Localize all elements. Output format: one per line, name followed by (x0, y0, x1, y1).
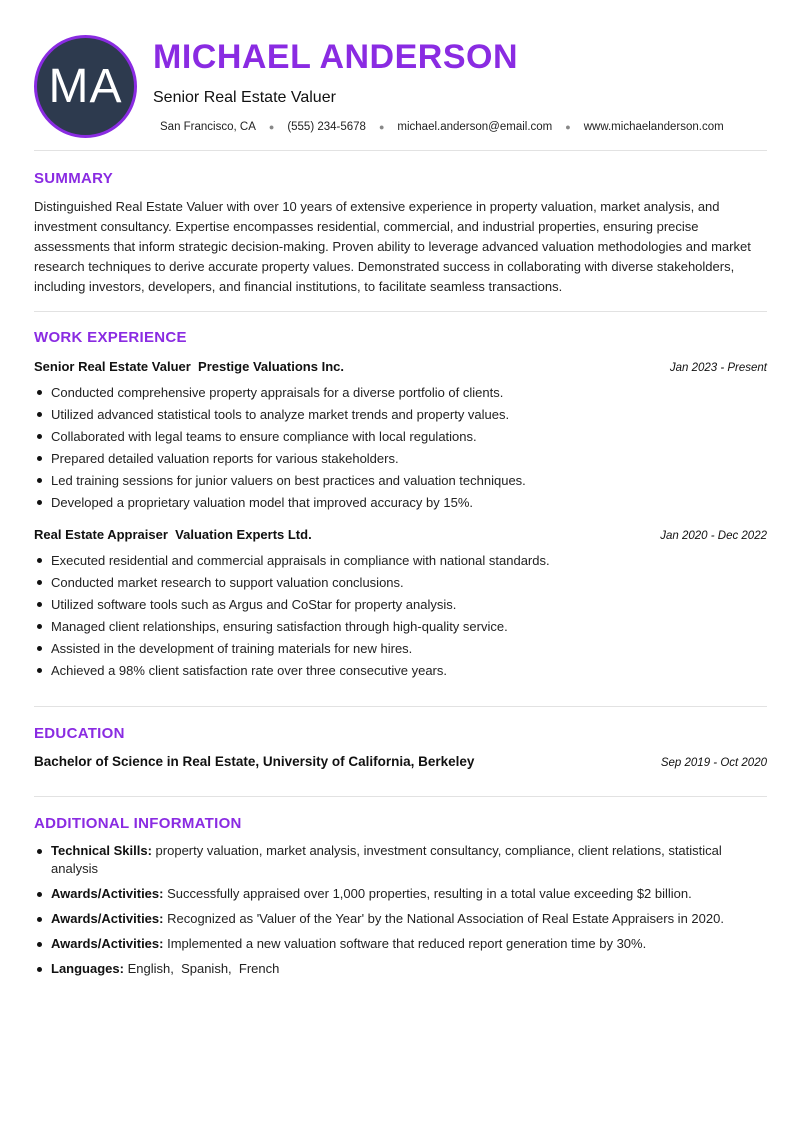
contact-email[interactable]: michael.anderson@email.com (397, 121, 553, 133)
job-role-company (34, 527, 312, 542)
divider (34, 150, 767, 151)
item-label: Technical Skills: (51, 843, 152, 858)
item-text: Implemented a new valuation software that reduced report generation time by 30%. (167, 936, 647, 951)
job-header (34, 359, 767, 374)
job-header (34, 527, 767, 542)
list-item (34, 885, 769, 903)
education-degree: Bachelor of Science in Real Estate, University of California, Berkeley (34, 754, 475, 769)
job-role: Senior Real Estate Valuer (34, 359, 191, 374)
candidate-name: MICHAEL ANDERSON (153, 38, 519, 76)
list-item: Prepared detailed valuation reports for various stakeholders. (34, 451, 769, 466)
list-item: Utilized advanced statistical tools to analyze market trends and property values. (34, 407, 769, 422)
list-item (34, 935, 769, 953)
contact-phone: (555) 234-5678 (287, 121, 366, 133)
education-dates: Sep 2019 - Oct 2020 (660, 757, 767, 769)
additional-info-list (34, 842, 769, 985)
list-item: Conducted comprehensive property appraisals for a diverse portfolio of clients. (34, 385, 769, 400)
item-label: Languages: (51, 961, 124, 976)
summary-heading: SUMMARY (34, 170, 114, 187)
candidate-title: Senior Real Estate Valuer (153, 89, 336, 106)
avatar-initials: MA (48, 60, 123, 113)
job-company: Prestige Valuations Inc. (198, 359, 344, 374)
list-item: Led training sessions for junior valuers on best practices and valuation techniques. (34, 473, 769, 488)
list-item: Executed residential and commercial appraisals in compliance with national standards. (34, 553, 769, 568)
avatar (34, 35, 137, 138)
item-text: English, Spanish, French (127, 961, 280, 976)
list-item: Achieved a 98% client satisfaction rate over three consecutive years. (34, 663, 769, 678)
bullet-separator-icon: ● (378, 122, 385, 132)
item-label: Awards/Activities: (51, 911, 164, 926)
item-text: Recognized as 'Valuer of the Year' by the National Association of Real Estate Appraisers in 2020. (167, 911, 724, 926)
item-label: Awards/Activities: (51, 936, 164, 951)
list-item: Managed client relationships, ensuring satisfaction through high-quality service. (34, 619, 769, 634)
bullet-separator-icon: ● (565, 122, 571, 132)
list-item: Utilized software tools such as Argus and CoStar for property analysis. (34, 597, 769, 612)
item-text: Successfully appraised over 1,000 properties, resulting in a total value exceeding $2 billion. (167, 886, 692, 901)
contact-website[interactable]: www.michaelanderson.com (583, 121, 724, 133)
divider (34, 796, 767, 797)
education-heading: EDUCATION (34, 725, 125, 742)
item-label: Awards/Activities: (51, 886, 164, 901)
job-dates: Jan 2023 - Present (669, 362, 767, 374)
list-item: Developed a proprietary valuation model that improved accuracy by 15%. (34, 495, 769, 510)
job-role: Real Estate Appraiser (34, 527, 168, 542)
job-bullet-list (34, 385, 769, 517)
divider (34, 706, 767, 707)
divider (34, 311, 767, 312)
bullet-separator-icon: ● (268, 122, 275, 132)
contact-location: San Francisco, CA (160, 121, 256, 133)
list-item (34, 842, 769, 878)
job-dates: Jan 2020 - Dec 2022 (660, 530, 767, 542)
item-text: property valuation, market analysis, investment consultancy, compliance, client relations, statistical analysis (51, 843, 722, 876)
job-company: Valuation Experts Ltd. (175, 527, 312, 542)
list-item: Assisted in the development of training materials for new hires. (34, 641, 769, 656)
list-item (34, 960, 769, 978)
education-entry (34, 754, 767, 769)
work-experience-heading: WORK EXPERIENCE (34, 329, 187, 346)
list-item (34, 910, 769, 928)
list-item: Conducted market research to support valuation conclusions. (34, 575, 769, 590)
additional-info-heading: ADDITIONAL INFORMATION (34, 815, 242, 832)
summary-text: Distinguished Real Estate Valuer with over 10 years of extensive experience in property valuation, market analysis, and investment consultancy. Expertise encompasses residential, commercial, and industrial properties, ensuring precise assessments that inform strategic decision-making. Proven ability to leverage advanced valuation methodologies and market research techniques to derive accurate property values. Demonstrated success in collaborating with diverse stakeholders, including investors, developers, and financial institutions, to facilitate seamless transactions. (34, 199, 751, 294)
job-role-company (34, 359, 344, 374)
job-bullet-list (34, 553, 769, 685)
contact-bar (160, 121, 724, 133)
list-item: Collaborated with legal teams to ensure compliance with local regulations. (34, 429, 769, 444)
